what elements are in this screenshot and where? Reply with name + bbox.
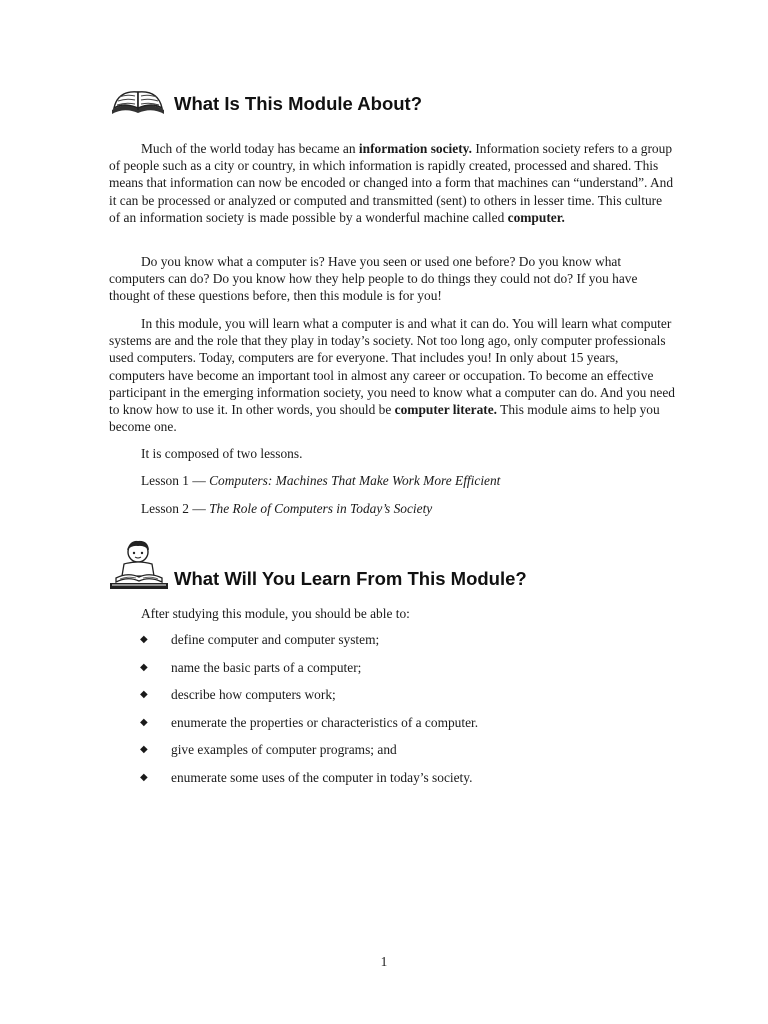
- section-title-learn: What Will You Learn From This Module?: [174, 568, 527, 589]
- section-header-learn: [108, 538, 708, 588]
- section-header-about: [108, 80, 708, 130]
- diamond-bullet-icon: ◆: [140, 716, 148, 728]
- lesson-2-label: Lesson 2 —: [141, 501, 210, 516]
- objective-text: name the basic parts of a computer;: [171, 659, 362, 675]
- paragraph-learn: [109, 315, 675, 435]
- diamond-bullet-icon: ◆: [140, 689, 148, 701]
- lesson-2-title: The Role of Computers in Today’s Society: [209, 501, 433, 516]
- p3-text-b: This module aims to help you become one.: [109, 402, 660, 435]
- objective-text: give examples of computer programs; and: [171, 742, 397, 758]
- diamond-bullet-icon: ◆: [140, 744, 148, 756]
- term-computer: computer.: [507, 209, 565, 225]
- objective-text: enumerate the properties or characteristics of a computer.: [171, 714, 479, 730]
- paragraph-questions: [109, 253, 675, 305]
- page-number: 1: [380, 954, 388, 969]
- term-computer-literate: computer literate.: [394, 402, 498, 418]
- paragraph-intro: [109, 140, 675, 226]
- term-information-society: information society.: [358, 141, 472, 156]
- p1-text-b: Information society refers to a group of people such as a city or country, in which information is rapidly created, processed and shared. This means that information can now be encoded or changed into a form that machines can “understand”. And it can be processed or analyzed or computed and transmitted (sent) to others in lesser time. This culture of an information society is made possible by a wonderful machine called: [109, 141, 674, 225]
- objective-text: enumerate some uses of the computer in today’s society.: [171, 769, 473, 785]
- list-item: [140, 631, 700, 659]
- student-reading-icon: [108, 538, 170, 592]
- list-item: [140, 714, 700, 742]
- objective-text: describe how computers work;: [171, 687, 336, 703]
- p3-text-a: In this module, you will learn what a computer is and what it can do. You will learn what computer systems are and the role that they play in today’s society. Not too long ago, only computer professionals used computers. Today, computers are for everyone. That includes you! In only about 15 years, computers have become an important tool in almost any career or occupation. To become an effective participant in the emerging information society, you need to know what a computer can do. And you need to know how to use it. In other words, you should be: [109, 316, 675, 418]
- diamond-bullet-icon: ◆: [140, 771, 148, 783]
- list-item: [140, 769, 700, 797]
- lesson-1: [141, 473, 500, 489]
- list-item: [140, 741, 700, 769]
- lesson-1-label: Lesson 1 —: [141, 473, 210, 488]
- diamond-bullet-icon: ◆: [140, 661, 148, 673]
- diamond-bullet-icon: ◆: [140, 634, 148, 645]
- section-title-about: What Is This Module About?: [174, 93, 423, 114]
- p1-text-a: Much of the world today has became an: [141, 141, 359, 156]
- p2-text: Do you know what a computer is? Have you seen or used one before? Do you know what computers can do? Do you know how they help people to do things they could not do? If you have thought of these questions before, then this module is for you!: [109, 254, 638, 304]
- composed-line: It is composed of two lessons.: [141, 446, 303, 461]
- objective-text: define computer and computer system;: [171, 632, 380, 647]
- open-book-icon: [108, 80, 168, 120]
- lesson-1-title: Computers: Machines That Make Work More Efficient: [209, 473, 501, 488]
- objectives-intro: After studying this module, you should be able to:: [141, 606, 410, 621]
- list-item: [140, 659, 700, 687]
- objectives-list: [140, 631, 700, 797]
- list-item: [140, 686, 700, 714]
- lesson-2: [141, 501, 432, 517]
